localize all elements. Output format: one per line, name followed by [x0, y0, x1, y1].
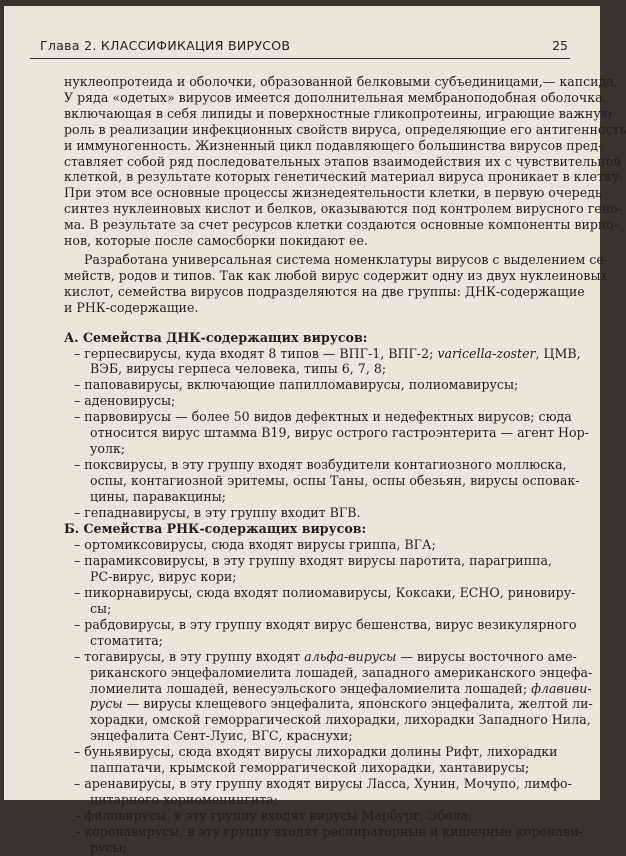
- running-header: [30, 36, 570, 59]
- list-item: [64, 744, 558, 760]
- list-item-continuation: [64, 696, 593, 712]
- text-fragment: – ортомиксовирусы, сюда входят вирусы гриппа, ВГА;: [74, 537, 436, 553]
- text-line: синтез нуклеиновых кислот и белков, оказываются под контролем вирусного гено-: [64, 201, 622, 217]
- list-item: [64, 808, 546, 824]
- list-item: [64, 505, 546, 521]
- list-item-continuation: [64, 760, 546, 776]
- list-item: [64, 456, 567, 473]
- text-fragment: стоматита;: [90, 632, 163, 648]
- list-item: [64, 409, 572, 425]
- text-line: При этом все основные процессы жизнедеятельности клетки, в первую очередь: [64, 185, 602, 201]
- list-item-continuation: [64, 840, 546, 856]
- text-fragment: – буньявирусы, сюда входят вирусы лихорадки долины Рифт, лихорадки: [74, 744, 558, 760]
- list-item-continuation: [64, 728, 546, 744]
- book-page: [4, 6, 626, 855]
- list-item: [64, 648, 577, 665]
- text-fragment: русы;: [90, 839, 127, 855]
- text-line: ма. В результате за счет ресурсов клетки создаются основные компоненты вирио-: [64, 217, 619, 233]
- page-number: 25: [552, 38, 568, 53]
- text-fragment: цитарного хориоменингита;: [90, 791, 279, 807]
- text-fragment: относится вирус штамма В19, вирус острого гастроэнтерита — агент Нор-: [90, 425, 589, 441]
- text-fragment: — вирусы клещевого энцефалита, японского энцефалита, желтой ли-: [122, 696, 593, 712]
- text-fragment: русы: [90, 696, 123, 712]
- text-fragment: – гепаднавирусы, в эту группу входит ВГВ.: [74, 504, 361, 520]
- text-line: включающая в себя липиды и поверхностные гликопротеины, играющие важную: [64, 105, 612, 121]
- list-item-continuation: [64, 601, 546, 617]
- text-fragment: риканского энцефаломиелита лошадей, западного американского энцефа-: [90, 664, 593, 680]
- list-item-continuation: [64, 569, 546, 585]
- text-fragment: – тогавирусы, в эту группу входят: [74, 648, 305, 664]
- intro-paragraph: [64, 74, 626, 249]
- text-fragment: – герпесвирусы, куда входят 8 типов — ВПГ-1, ВПГ-2;: [74, 345, 438, 361]
- list-item-continuation: [64, 792, 546, 808]
- list-item-continuation: [64, 441, 546, 457]
- text-fragment: хорадки, омской геморрагической лихорадки, лихорадки Западного Нила,: [90, 712, 591, 728]
- section-a-list: [64, 345, 589, 521]
- text-fragment: энцефалита Сент-Луис, ВГС, краснухи;: [90, 728, 353, 744]
- text-line: и РНК-содержащие.: [64, 299, 199, 315]
- text-line: ставляет собой ряд последовательных этапов взаимодействия их с чувствительной: [64, 153, 622, 169]
- text-fragment: цины, паравакцины;: [90, 488, 227, 504]
- text-fragment: флавиви-: [531, 680, 592, 696]
- text-fragment: ломиелита лошадей, венесуэльского энцефаломиелита лошадей;: [90, 680, 532, 696]
- text-fragment: – парамиксовирусы, в эту группу входят вирусы паротита, парагриппа,: [74, 553, 552, 569]
- text-fragment: – пикорнавирусы, сюда входят полиомавирусы, Коксаки, ЕСНО, риновиру-: [74, 585, 576, 601]
- text-fragment: – рабдовирусы, в эту группу входят вирус бешенства, вирус везикулярного: [74, 616, 577, 632]
- list-item: [64, 553, 552, 569]
- list-item-continuation: [64, 680, 592, 697]
- list-item-continuation: [64, 633, 546, 649]
- text-fragment: — вирусы восточного аме-: [396, 648, 577, 664]
- text-fragment: сы;: [90, 601, 112, 616]
- text-fragment: альфа-вирусы: [304, 648, 397, 664]
- text-fragment: оспы, контагиозной эритемы, оспы Таны, оспы обезьян, вирусы осповак-: [90, 472, 580, 488]
- text-fragment: varicella-zoster: [437, 345, 536, 361]
- list-item-continuation: [64, 472, 580, 489]
- text-fragment: – аденовирусы;: [74, 393, 176, 409]
- text-fragment: – парвовирусы — более 50 видов дефектных и недефектных вирусов; сюда: [74, 409, 572, 425]
- text-fragment: , ЦМВ,: [535, 345, 581, 361]
- text-fragment: ВЭБ, вирусы герпеса человека, типы 6, 7, 8;: [90, 361, 387, 377]
- text-fragment: – коронавирусы, в эту группу входят респираторные и кишечные коронави-: [74, 823, 583, 839]
- chapter-title: Глава 2. КЛАССИФИКАЦИЯ ВИРУСОВ: [40, 38, 291, 53]
- list-item-continuation: [64, 712, 591, 728]
- text-line: Разработана универсальная система номенклатуры вирусов с выделением се-: [84, 251, 609, 267]
- text-fragment: – аренавирусы, в эту группу входят вирусы Ласса, Хунин, Мочупо, лимфо-: [74, 775, 572, 791]
- section-b-list: [64, 537, 593, 855]
- list-item-continuation: [64, 664, 593, 681]
- list-item: [64, 775, 572, 792]
- list-item: [64, 823, 583, 840]
- list-item: [64, 345, 581, 362]
- list-item: [64, 377, 546, 393]
- list-item-continuation: [64, 425, 589, 441]
- list-item-continuation: [64, 489, 546, 505]
- text-line: роль в реализации инфекционных свойств вируса, определяющие его антигенность: [64, 121, 626, 137]
- text-line: кислот, семейства вирусов подразделяются на две группы: ДНК-содержащие: [64, 283, 585, 299]
- text-line: нов, которые после самосборки покидают ее.: [64, 233, 368, 249]
- text-line: и иммуногенность. Жизненный цикл подавляющего большинства вирусов пред-: [64, 137, 603, 153]
- text-line: У ряда «одетых» вирусов имеется дополнительная мембраноподобная оболочка,: [64, 89, 607, 105]
- list-item: [64, 537, 546, 553]
- text-line: клеткой, в результате которых генетический материал вируса проникает в клетку.: [64, 169, 624, 185]
- page-body: [64, 74, 626, 856]
- nomenclature-paragraph: [64, 251, 609, 316]
- text-fragment: уолк;: [90, 440, 126, 456]
- section-a-title: А. Семейства ДНК-содержащих вирусов:: [64, 329, 368, 345]
- text-fragment: паппатачи, крымской геморрагической лихорадки, хантавирусы;: [90, 760, 530, 776]
- text-line: мейств, родов и типов. Так как любой вирус содержит одну из двух нуклеиновых: [64, 267, 608, 283]
- text-line: нуклеопротеида и оболочки, образованной белковыми субъединицами,— капсида.: [64, 74, 618, 89]
- text-fragment: – филовирусы, в эту группу входят вирусы Марбург, Эбола;: [74, 807, 473, 823]
- text-fragment: РС-вирус, вирус кори;: [90, 569, 237, 585]
- list-item: [64, 585, 576, 601]
- list-item: [64, 393, 546, 409]
- list-item-continuation: [64, 361, 546, 377]
- text-fragment: – паповавирусы, включающие папилломавирусы, полиомавирусы;: [74, 377, 519, 393]
- text-fragment: – поксвирусы, в эту группу входят возбудители контагиозного моллюска,: [74, 456, 567, 472]
- section-b-title: Б. Семейства РНК-содержащих вирусов:: [64, 521, 367, 537]
- list-item: [64, 616, 577, 633]
